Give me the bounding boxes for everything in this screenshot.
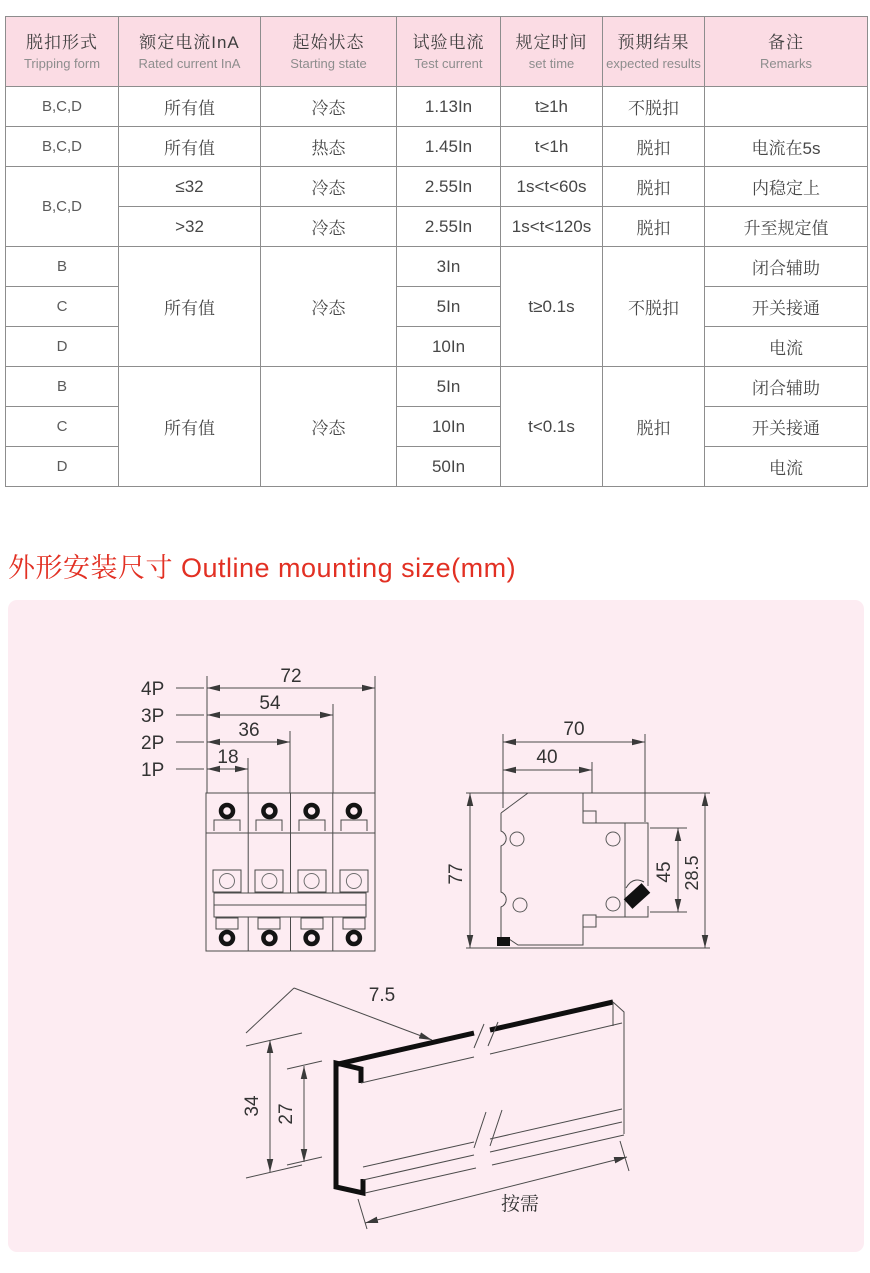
cell: >32 bbox=[119, 207, 261, 247]
cell: 脱扣 bbox=[603, 367, 705, 487]
cell: t≥1h bbox=[501, 87, 603, 127]
header-en: Remarks bbox=[759, 55, 812, 71]
front-extension-lines bbox=[207, 676, 375, 793]
header-tripping-form bbox=[6, 17, 119, 87]
side-view bbox=[446, 719, 710, 948]
cell: B,C,D bbox=[6, 127, 119, 167]
cell: 脱扣 bbox=[603, 127, 705, 167]
cell: 冷态 bbox=[261, 207, 397, 247]
cell: 闭合辅助 bbox=[705, 367, 868, 407]
dim-70: 70 bbox=[563, 719, 585, 740]
header-remarks bbox=[705, 17, 868, 87]
cell: 电流 bbox=[705, 447, 868, 487]
cell: t<0.1s bbox=[501, 367, 603, 487]
cell: 热态 bbox=[261, 127, 397, 167]
cell: 2.55In bbox=[397, 207, 501, 247]
cell: 脱扣 bbox=[603, 167, 705, 207]
rail-section-c bbox=[336, 1063, 363, 1193]
cell: t<1h bbox=[501, 127, 603, 167]
cell: 开关接通 bbox=[705, 287, 868, 327]
pole-label-4p: 4P bbox=[141, 679, 165, 700]
header-zh: 备注 bbox=[768, 32, 804, 52]
breaker-front-body bbox=[206, 793, 375, 951]
cell: 不脱扣 bbox=[603, 247, 705, 367]
leader-line-7-5 bbox=[294, 988, 432, 1040]
tripping-spec-table bbox=[5, 16, 868, 487]
table-row bbox=[6, 367, 868, 407]
header-en: Test current bbox=[414, 55, 483, 71]
pole-label-ticks bbox=[176, 688, 204, 769]
cell: t≥0.1s bbox=[501, 247, 603, 367]
cell: 2.55In bbox=[397, 167, 501, 207]
cell: 开关接通 bbox=[705, 407, 868, 447]
pole-label-2p: 2P bbox=[141, 733, 165, 754]
handle-tie-bar bbox=[214, 893, 366, 905]
cell: 5In bbox=[397, 287, 501, 327]
table-row bbox=[6, 87, 868, 127]
header-en: Tripping form bbox=[23, 55, 101, 71]
cell: 电流在5s bbox=[705, 127, 868, 167]
header-set-time bbox=[501, 17, 603, 87]
table-row bbox=[6, 167, 868, 207]
dim-72: 72 bbox=[280, 666, 302, 687]
table-row bbox=[6, 247, 868, 287]
pole-label-1p: 1P bbox=[141, 760, 165, 781]
header-zh: 规定时间 bbox=[515, 32, 588, 52]
side-extension-lines bbox=[466, 734, 710, 948]
cell: B bbox=[6, 367, 119, 407]
rail-top-edge bbox=[338, 1002, 613, 1064]
header-zh: 试验电流 bbox=[412, 32, 485, 52]
table-row bbox=[6, 127, 868, 167]
cell: 5In bbox=[397, 367, 501, 407]
cell: 不脱扣 bbox=[603, 87, 705, 127]
cell: B bbox=[6, 247, 119, 287]
dim-54: 54 bbox=[259, 693, 281, 714]
cell: 电流 bbox=[705, 327, 868, 367]
cell: 脱扣 bbox=[603, 207, 705, 247]
header-en: Starting state bbox=[290, 55, 367, 71]
header-zh: 额定电流InA bbox=[139, 32, 240, 52]
table-row bbox=[6, 207, 868, 247]
dim-36: 36 bbox=[238, 720, 260, 741]
section-title: 外形安装尺寸 Outline mounting size(mm) bbox=[8, 553, 517, 583]
handle-tie-bar bbox=[214, 905, 366, 917]
cell: 1.13In bbox=[397, 87, 501, 127]
dim-40: 40 bbox=[536, 747, 558, 768]
cell: 升至规定值 bbox=[705, 207, 868, 247]
toggle-handle bbox=[624, 883, 651, 909]
cell: B,C,D bbox=[6, 167, 119, 247]
cell: C bbox=[6, 287, 119, 327]
dim-34: 34 bbox=[242, 1095, 263, 1117]
front-view bbox=[141, 666, 375, 951]
rail-body bbox=[336, 1002, 624, 1193]
header-zh: 脱扣形式 bbox=[26, 32, 98, 52]
cell: 内稳定上 bbox=[705, 167, 868, 207]
cell: 10In bbox=[397, 327, 501, 367]
pole-label-3p: 3P bbox=[141, 706, 165, 727]
dim-45: 45 bbox=[654, 861, 675, 883]
rail-clip-foot bbox=[497, 937, 510, 946]
header-starting-state bbox=[261, 17, 397, 87]
table-header-row bbox=[6, 17, 868, 87]
cell: 1s<t<120s bbox=[501, 207, 603, 247]
cell: 所有值 bbox=[119, 127, 261, 167]
header-en: Rated current InA bbox=[138, 55, 241, 71]
cell: 所有值 bbox=[119, 367, 261, 487]
cell: 冷态 bbox=[261, 167, 397, 207]
header-rated-current bbox=[119, 17, 261, 87]
cell: 闭合辅助 bbox=[705, 247, 868, 287]
dim-line-length bbox=[365, 1157, 627, 1223]
cell bbox=[705, 87, 868, 127]
rail-break-marks bbox=[474, 1022, 502, 1148]
outline-diagram bbox=[8, 600, 864, 1252]
header-test-current bbox=[397, 17, 501, 87]
header-zh: 预期结果 bbox=[617, 32, 690, 52]
dim-77: 77 bbox=[446, 863, 467, 885]
header-en: expected results bbox=[606, 55, 701, 71]
dim-27: 27 bbox=[276, 1103, 297, 1125]
dim-length: 按需 bbox=[500, 1194, 540, 1215]
cell: 1.45In bbox=[397, 127, 501, 167]
cell: D bbox=[6, 327, 119, 367]
dim-28-5: 28.5 bbox=[682, 855, 702, 891]
cell: 所有值 bbox=[119, 87, 261, 127]
header-en: set time bbox=[528, 55, 575, 71]
header-zh: 起始状态 bbox=[292, 32, 365, 52]
cell: 冷态 bbox=[261, 247, 397, 367]
cell: 3In bbox=[397, 247, 501, 287]
breaker-side-body bbox=[497, 793, 650, 946]
header-expected-results bbox=[603, 17, 705, 87]
cell: C bbox=[6, 407, 119, 447]
cell: 1s<t<60s bbox=[501, 167, 603, 207]
cell: D bbox=[6, 447, 119, 487]
rail-extension-line bbox=[246, 988, 294, 1033]
outline-drawing-panel bbox=[8, 600, 864, 1252]
cell: 冷态 bbox=[261, 87, 397, 127]
din-rail-view bbox=[242, 985, 629, 1229]
cell: 冷态 bbox=[261, 367, 397, 487]
cell: 10In bbox=[397, 407, 501, 447]
dim-18: 18 bbox=[217, 747, 239, 768]
cell: 50In bbox=[397, 447, 501, 487]
cell: ≤32 bbox=[119, 167, 261, 207]
cell: B,C,D bbox=[6, 87, 119, 127]
dim-7-5: 7.5 bbox=[368, 985, 396, 1006]
cell: 所有值 bbox=[119, 247, 261, 367]
